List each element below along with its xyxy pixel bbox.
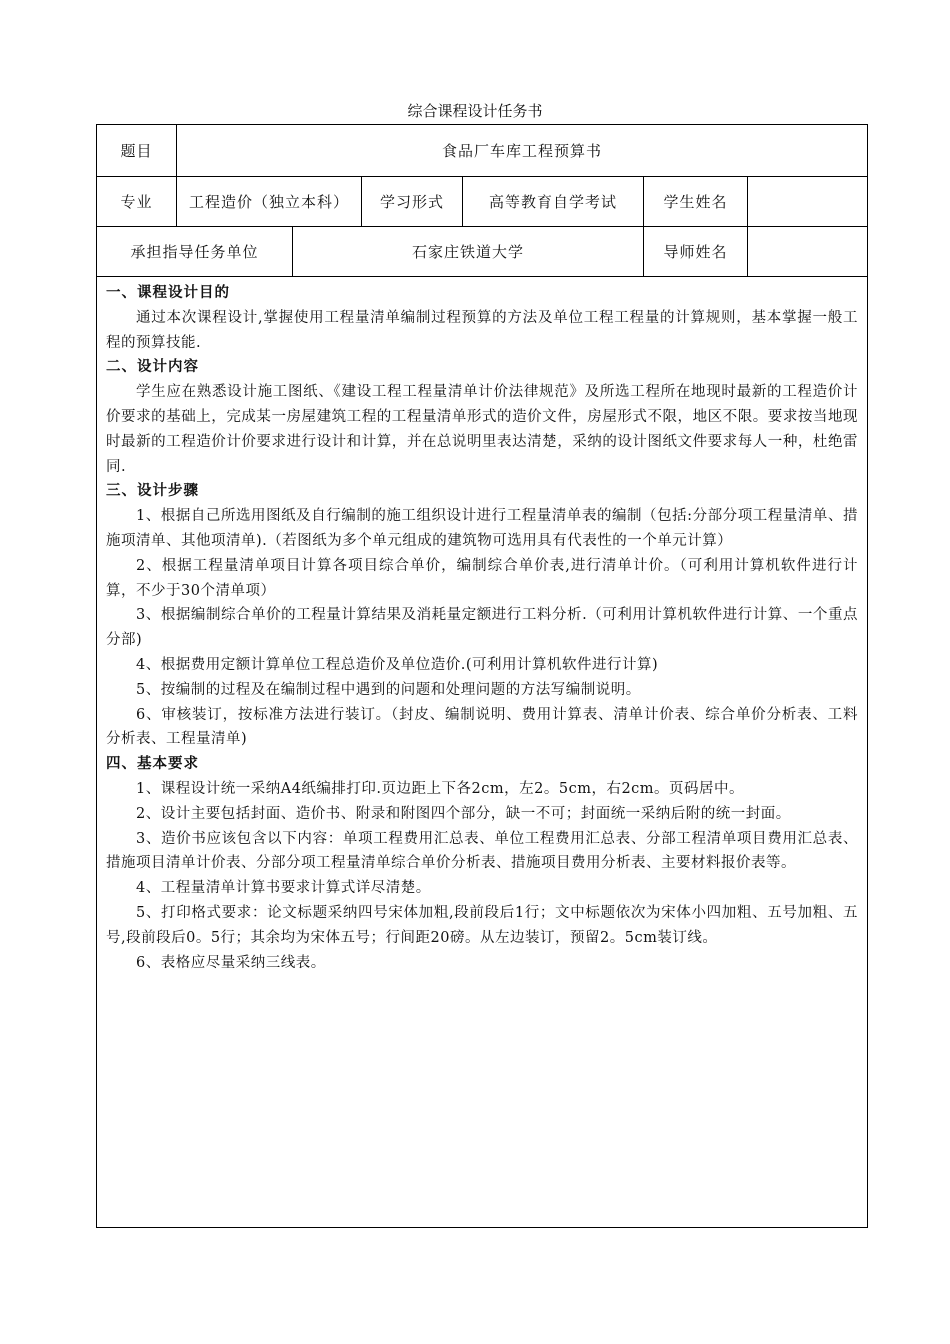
section-purpose-title: 一、课程设计目的 (106, 284, 230, 301)
unit-value: 石家庄铁道大学 (293, 227, 644, 277)
step-item-6: 6、审核装订，按标准方法进行装订。（封皮、编制说明、费用计算表、清单计价表、综合单价分析表、工料分析表、工程量清单) (106, 706, 858, 748)
step-item-4: 4、根据费用定额计算单位工程总造价及单位造价.(可利用计算机软件进行计算) (136, 656, 659, 673)
step-item-3: 3、根据编制综合单价的工程量计算结果及消耗量定额进行工料分析.（可利用计算机软件进行计算、一个重点分部) (106, 607, 858, 649)
advisor-value (748, 227, 867, 277)
step-item-5: 5、按编制的过程及在编制过程中遇到的问题和处理问题的方法写编制说明。 (136, 681, 641, 698)
requirement-item-4: 4、工程量清单计算书要求计算式详尽清楚。 (136, 880, 431, 897)
student-name-value (748, 177, 867, 227)
requirement-item-6: 6、表格应尽量采纳三线表。 (136, 954, 326, 971)
section-content-title: 二、设计内容 (106, 358, 199, 376)
section-requirements-title: 四、基本要求 (106, 755, 199, 773)
study-form-value: 高等教育自学考试 (463, 177, 644, 227)
unit-label: 承担指导任务单位 (97, 227, 293, 277)
advisor-label: 导师姓名 (644, 227, 748, 277)
section-purpose-text: 通过本次课程设计,掌握使用工程量清单编制过程预算的方法及单位工程工程量的计算规则，基本掌握一般工程的预算技能. (106, 309, 858, 351)
major-value: 工程造价（独立本科） (177, 177, 362, 227)
section-content-text: 学生应在熟悉设计施工图纸、《建设工程工程量清单计价法律规范》及所选工程所在地现时最新的工程造价计价要求的基础上，完成某一房屋建筑工程的工程量清单形式的造价文件，房屋形式不限，地区不限。要求按当地现时最新的工程造价计价要求进行设计和计算，并在总说明里表达清楚，采纳的设计图纸文件要求每人一种，杜绝雷同. (106, 384, 858, 475)
topic-label: 题目 (97, 125, 177, 177)
task-description (97, 277, 867, 975)
study-form-label: 学习形式 (362, 177, 463, 227)
step-item-1: 1、根据自己所选用图纸及自行编制的施工组织设计进行工程量清单表的编制（包括:分部分项工程量清单、措施项清单、其他项清单).（若图纸为多个单元组成的建筑物可选用具有代表性的一个单元计算） (106, 508, 858, 549)
topic-value: 食品厂车库工程预算书 (177, 125, 867, 177)
requirement-item-5: 5、打印格式要求：论文标题采纳四号宋体加粗,段前段后1行；文中标题依次为宋体小四加粗、五号加粗、五号,段前段后0。5行；其余均为宋体五号；行间距20磅。从左边装订，预留2。5cm装订线。 (106, 904, 858, 946)
major-label: 专业 (97, 177, 177, 227)
requirement-item-3: 3、造价书应该包含以下内容：单项工程费用汇总表、单位工程费用汇总表、分部工程清单项目费用汇总表、措施项目清单计价表、分部分项工程量清单综合单价分析表、措施项目费用分析表、主要材料报价表等。 (106, 830, 858, 872)
task-form-table (96, 124, 868, 1228)
requirement-item-2: 2、设计主要包括封面、造价书、附录和附图四个部分，缺一不可；封面统一采纳后附的统一封面。 (136, 805, 791, 822)
section-steps-title: 三、设计步骤 (106, 482, 199, 500)
requirement-item-1: 1、课程设计统一采纳A4纸编排打印.页边距上下各2cm，左2。5cm，右2cm。页码居中。 (136, 780, 745, 797)
step-item-2: 2、根据工程量清单项目计算各项目综合单价，编制综合单价表,进行清单计价。（可利用计算机软件进行计算，不少于30个清单项） (106, 557, 858, 599)
student-name-label: 学生姓名 (644, 177, 748, 227)
document-title: 综合课程设计任务书 (407, 102, 543, 120)
